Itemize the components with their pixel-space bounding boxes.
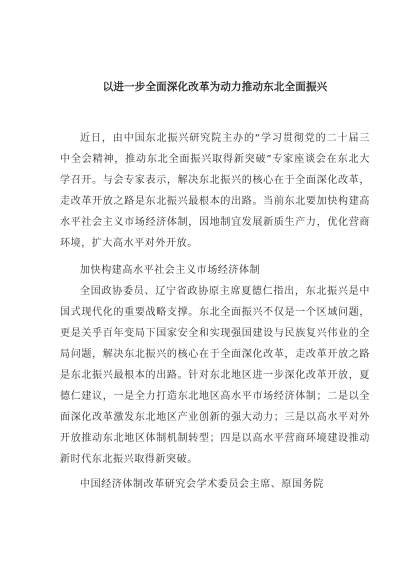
document-title: 以进一步全面深化改革为动力推动东北全面振兴 bbox=[102, 81, 328, 93]
paragraph-xia-deren: 全国政协委员、辽宁省政协原主席夏德仁指出，东北振兴是中国式现代化的重要战略支撑。东北全面振兴不仅是一个区域问题，更是关乎百年变局下国家安全和实现强国建设与民族复兴伟业的全局问题，解决东北振兴的核心在于全面深化改革，走改革开放之路是东北振兴最根本的出路。针对东北地区进一步深化改革开放，夏德仁建议，一是全力打造东北地区高水平市场经济体制；二是以全面深化改革激发东北地区产业创新的强大动力；三是以高水平对外开放推动东北地区体制机制转型；四是以高水平营商环境建设推动新时代东北振兴取得新突破。 bbox=[60, 286, 370, 465]
paragraph-continued: 中国经济体制改革研究会学术委员会主席、原国务院 bbox=[80, 479, 324, 490]
title-spacing bbox=[60, 94, 370, 128]
section-heading: 加快构建高水平社会主义市场经济体制 bbox=[80, 265, 261, 276]
paragraph-intro: 近日，由中国东北振兴研究院主办的“学习贯彻党的二十届三中全会精神，推动东北全面振兴取得新突破”专家座谈会在东北大学召开。与会专家表示，解决东北振兴的核心在于全面深化改革，走改革开放之路是东北振兴最根本的出路。当前东北要加快构建高水平社会主义市场经济体制，因地制宜发展新质生产力，优化营商环境，扩大高水平对外开放。 bbox=[60, 133, 370, 249]
